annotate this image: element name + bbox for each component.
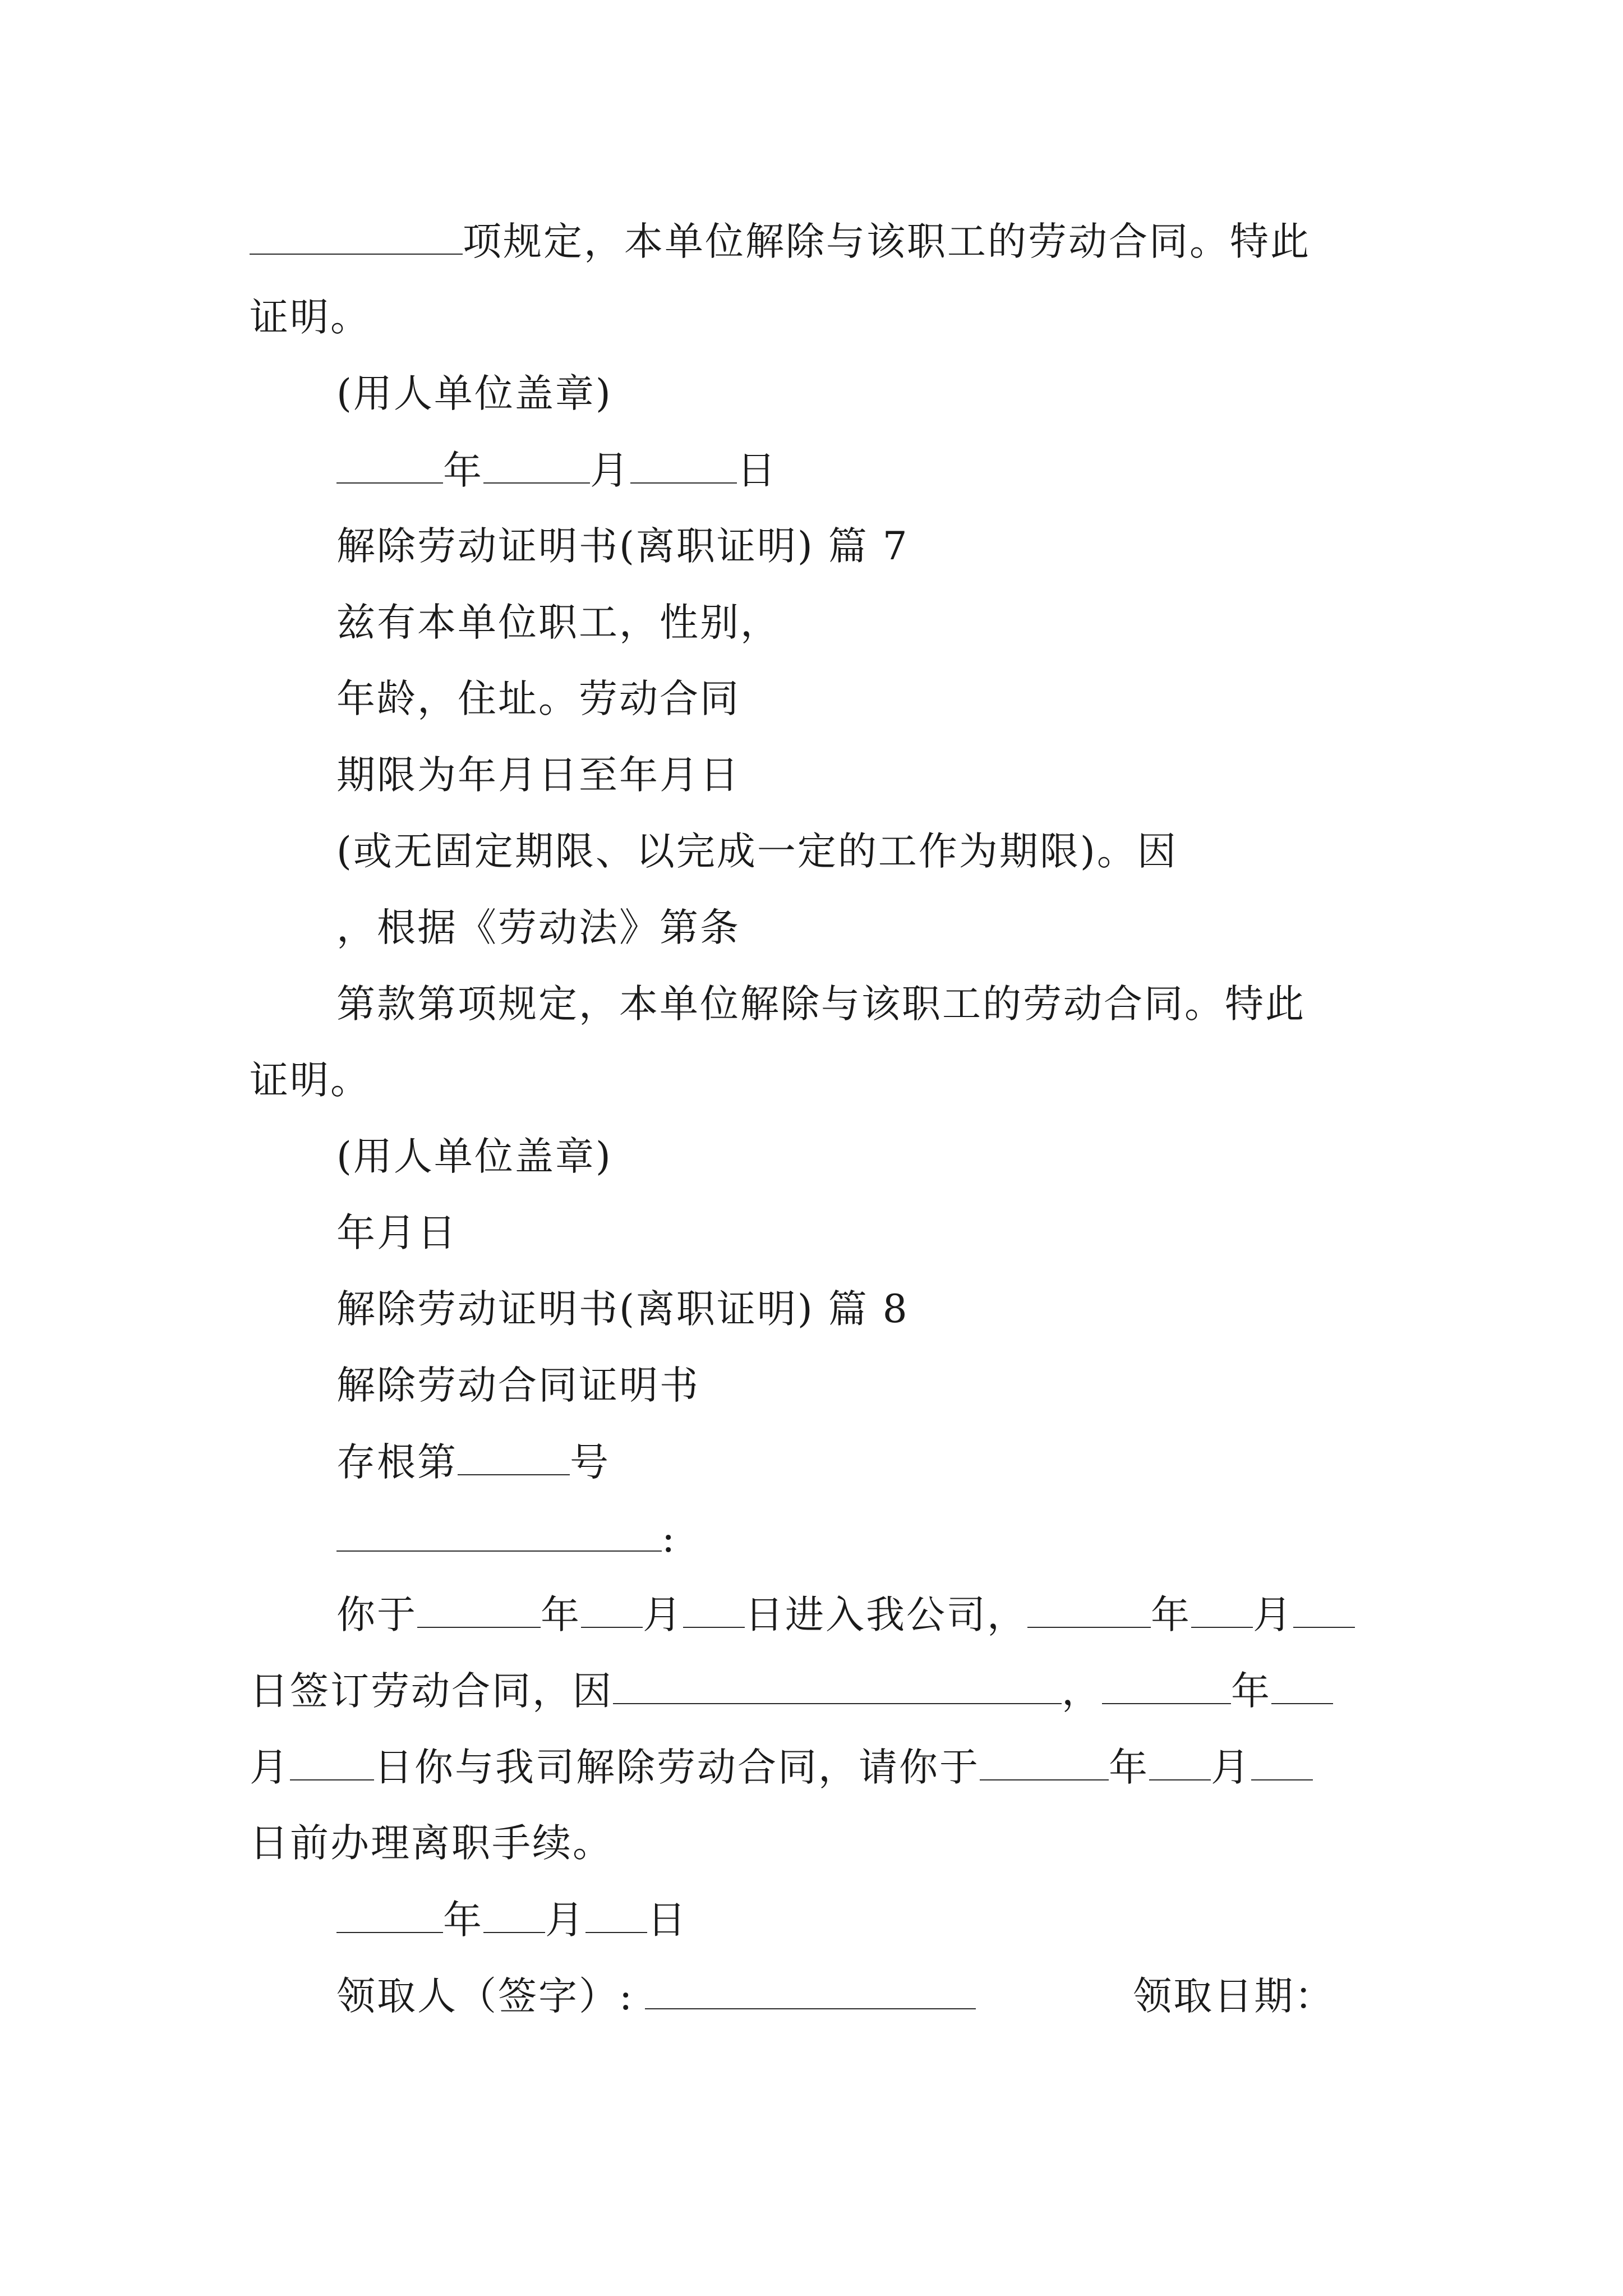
text-run: 月 xyxy=(1211,1745,1251,1790)
text-run: 号 xyxy=(570,1440,610,1485)
seal-note xyxy=(336,1134,1475,1179)
blank-field xyxy=(1191,1592,1253,1628)
text-run: 年 xyxy=(1231,1669,1271,1714)
text-run: 你于 xyxy=(336,1593,417,1637)
paragraph-line xyxy=(336,982,1475,1027)
blank-field xyxy=(630,448,737,484)
blank-field xyxy=(980,1745,1109,1780)
blank-field xyxy=(1149,1745,1211,1780)
text-run: 年 xyxy=(1151,1593,1191,1637)
section-heading xyxy=(336,524,1475,569)
text-run: 项规定，本单位解除与该职工的劳动合同。特此 xyxy=(463,219,1311,264)
addressee-line xyxy=(336,1516,1475,1561)
seal-note xyxy=(336,371,1475,416)
text-run: 日前办理离职手续。 xyxy=(250,1821,613,1866)
text-run: 日进入我公司， xyxy=(745,1593,1027,1637)
text-run: 月 xyxy=(643,1593,683,1637)
blank-field xyxy=(613,1668,1062,1704)
blank-field xyxy=(683,1592,745,1628)
paragraph-line xyxy=(250,1821,1388,1866)
blank-field xyxy=(483,1897,545,1933)
blank-field xyxy=(458,1439,570,1475)
signature-line xyxy=(336,1973,1475,2019)
blank-field xyxy=(1293,1592,1355,1628)
blank-field xyxy=(336,448,443,484)
year-label: 年 xyxy=(443,1898,483,1943)
text-run: 解除劳动证明书(离职证明) 篇 8 xyxy=(336,1287,909,1332)
text-run: 日签订劳动合同，因 xyxy=(250,1669,613,1714)
blank-field xyxy=(250,219,463,255)
text-run: 月 xyxy=(1253,1593,1293,1637)
paragraph-line xyxy=(250,1745,1388,1790)
recipient-label: 领取人（签字）: xyxy=(336,1974,634,2019)
text-run: ，根据《劳动法》第条 xyxy=(336,905,740,950)
day-label: 日 xyxy=(647,1898,688,1943)
text-run: 存根第 xyxy=(336,1440,458,1485)
section-heading xyxy=(336,1287,1475,1332)
day-label: 日 xyxy=(737,448,777,493)
text-run: 证明。 xyxy=(250,1058,371,1103)
text-run: ， xyxy=(1062,1669,1102,1714)
text-run: 解除劳动证明书(离职证明) 篇 7 xyxy=(336,524,909,569)
text-run: (或无固定期限、以完成一定的工作为期限)。因 xyxy=(336,829,1178,874)
paragraph-line xyxy=(250,295,1388,340)
blank-field xyxy=(1271,1668,1333,1704)
text-run: (用人单位盖章) xyxy=(336,1134,612,1179)
paragraph-line xyxy=(336,677,1475,721)
paragraph-line xyxy=(336,753,1475,798)
blank-field xyxy=(1102,1668,1231,1704)
blank-field xyxy=(1251,1745,1313,1780)
blank-field xyxy=(1027,1592,1151,1628)
text-run: 第款第项规定，本单位解除与该职工的劳动合同。特此 xyxy=(336,982,1306,1027)
paragraph-line xyxy=(336,829,1475,874)
text-run: 年龄，住址。劳动合同 xyxy=(336,677,740,721)
blank-field xyxy=(336,1897,443,1933)
date-line xyxy=(336,1897,1475,1943)
document-title xyxy=(336,1363,1475,1408)
year-label: 年 xyxy=(443,448,483,493)
stub-number-line xyxy=(336,1439,1475,1485)
text-run: 解除劳动合同证明书 xyxy=(336,1363,700,1408)
text-run: 证明。 xyxy=(250,295,371,340)
month-label: 月 xyxy=(545,1898,585,1943)
paragraph-line xyxy=(250,219,1388,264)
text-run: (用人单位盖章) xyxy=(336,371,612,416)
blank-field xyxy=(585,1897,647,1933)
paragraph-line xyxy=(336,1592,1475,1637)
blank-field xyxy=(336,1516,662,1552)
paragraph-line xyxy=(336,905,1475,950)
blank-field xyxy=(581,1592,643,1628)
text-run: 年 xyxy=(541,1593,581,1637)
paragraph-line xyxy=(250,1058,1388,1103)
text-run: 兹有本单位职工，性别， xyxy=(336,600,781,645)
paragraph-line xyxy=(250,1668,1388,1714)
text-run: : xyxy=(662,1516,677,1561)
blank-field xyxy=(483,448,590,484)
signature-blank xyxy=(645,1973,976,2009)
text-run: 年月日 xyxy=(336,1211,458,1255)
date-line xyxy=(336,1211,1475,1255)
paragraph-line xyxy=(336,600,1475,645)
receipt-date-label: 领取日期： xyxy=(1133,1974,1335,2019)
blank-field xyxy=(417,1592,541,1628)
text-run: 日你与我司解除劳动合同，请你于 xyxy=(374,1745,980,1790)
text-run: 年 xyxy=(1109,1745,1149,1790)
text-run: 月 xyxy=(250,1745,290,1790)
date-line xyxy=(336,448,1475,493)
blank-field xyxy=(290,1745,374,1780)
text-run: 期限为年月日至年月日 xyxy=(336,753,740,798)
month-label: 月 xyxy=(590,448,630,493)
